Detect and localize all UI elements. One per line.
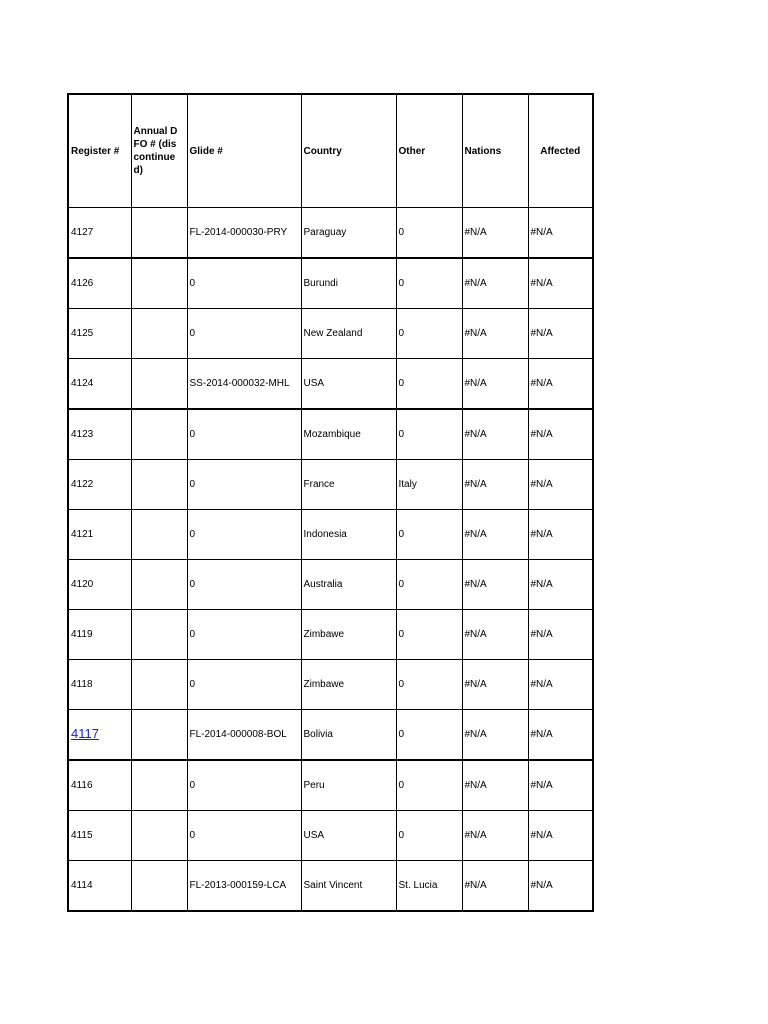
table-row — [68, 309, 593, 359]
cell-dfo — [131, 460, 187, 510]
cell-country: USA — [301, 811, 396, 861]
cell-register: 4114 — [68, 861, 131, 912]
cell-other: 0 — [396, 510, 462, 560]
header-row — [68, 94, 593, 208]
cell-affected: #N/A — [528, 409, 593, 460]
cell-affected: #N/A — [528, 510, 593, 560]
cell-register: 4126 — [68, 258, 131, 309]
header-nations: Nations — [462, 94, 528, 208]
cell-dfo — [131, 710, 187, 761]
table-row — [68, 861, 593, 912]
cell-dfo — [131, 208, 187, 259]
cell-country: Zimbawe — [301, 610, 396, 660]
cell-nations: #N/A — [462, 258, 528, 309]
cell-country: France — [301, 460, 396, 510]
cell-dfo — [131, 861, 187, 912]
cell-affected: #N/A — [528, 560, 593, 610]
register-link[interactable]: 4117 — [71, 726, 99, 741]
cell-nations: #N/A — [462, 861, 528, 912]
header-glide: Glide # — [187, 94, 301, 208]
table-row — [68, 710, 593, 761]
table-row — [68, 760, 593, 811]
cell-glide: 0 — [187, 510, 301, 560]
cell-dfo — [131, 660, 187, 710]
cell-glide: SS-2014-000032-MHL — [187, 359, 301, 410]
header-annual-dfo-label: Annual DFO # (discontinued) — [133, 126, 178, 176]
cell-other: 0 — [396, 811, 462, 861]
cell-glide: FL-2014-000008-BOL — [187, 710, 301, 761]
table-body — [68, 208, 593, 912]
table-row — [68, 258, 593, 309]
register-table — [67, 93, 594, 912]
table-row — [68, 409, 593, 460]
cell-nations: #N/A — [462, 460, 528, 510]
cell-country: Saint Vincent — [301, 861, 396, 912]
header-affected: Affected — [528, 94, 593, 208]
cell-country: Zimbawe — [301, 660, 396, 710]
cell-register: 4116 — [68, 760, 131, 811]
cell-register: 4125 — [68, 309, 131, 359]
table-row — [68, 460, 593, 510]
cell-dfo — [131, 811, 187, 861]
cell-register: 4120 — [68, 560, 131, 610]
table-row — [68, 208, 593, 259]
table-row — [68, 811, 593, 861]
cell-other: 0 — [396, 409, 462, 460]
cell-dfo — [131, 309, 187, 359]
cell-country: Burundi — [301, 258, 396, 309]
cell-glide: 0 — [187, 560, 301, 610]
cell-register: 4118 — [68, 660, 131, 710]
cell-other: 0 — [396, 359, 462, 410]
cell-affected: #N/A — [528, 710, 593, 761]
cell-nations: #N/A — [462, 660, 528, 710]
cell-nations: #N/A — [462, 760, 528, 811]
cell-dfo — [131, 409, 187, 460]
cell-glide: FL-2014-000030-PRY — [187, 208, 301, 259]
cell-nations: #N/A — [462, 208, 528, 259]
cell-glide: 0 — [187, 811, 301, 861]
cell-affected: #N/A — [528, 309, 593, 359]
cell-other: 0 — [396, 309, 462, 359]
cell-other: 0 — [396, 710, 462, 761]
cell-dfo — [131, 610, 187, 660]
cell-dfo — [131, 258, 187, 309]
cell-country: Australia — [301, 560, 396, 610]
cell-glide: 0 — [187, 760, 301, 811]
cell-country: Indonesia — [301, 510, 396, 560]
cell-glide: 0 — [187, 258, 301, 309]
cell-other: 0 — [396, 660, 462, 710]
cell-nations: #N/A — [462, 811, 528, 861]
cell-register: 4121 — [68, 510, 131, 560]
cell-affected: #N/A — [528, 861, 593, 912]
cell-nations: #N/A — [462, 560, 528, 610]
cell-affected: #N/A — [528, 811, 593, 861]
cell-glide: 0 — [187, 409, 301, 460]
header-country: Country — [301, 94, 396, 208]
cell-country: New Zealand — [301, 309, 396, 359]
cell-register: 4119 — [68, 610, 131, 660]
cell-affected: #N/A — [528, 660, 593, 710]
cell-affected: #N/A — [528, 208, 593, 259]
cell-other: 0 — [396, 258, 462, 309]
cell-register: 4115 — [68, 811, 131, 861]
cell-affected: #N/A — [528, 760, 593, 811]
header-other: Other — [396, 94, 462, 208]
cell-country: Mozambique — [301, 409, 396, 460]
cell-affected: #N/A — [528, 359, 593, 410]
cell-country: Paraguay — [301, 208, 396, 259]
table-row — [68, 660, 593, 710]
cell-dfo — [131, 760, 187, 811]
cell-glide: 0 — [187, 309, 301, 359]
cell-glide: FL-2013-000159-LCA — [187, 861, 301, 912]
cell-other: 0 — [396, 760, 462, 811]
table-row — [68, 560, 593, 610]
cell-other: Italy — [396, 460, 462, 510]
cell-nations: #N/A — [462, 510, 528, 560]
cell-country: USA — [301, 359, 396, 410]
cell-country: Peru — [301, 760, 396, 811]
cell-register: 4124 — [68, 359, 131, 410]
cell-glide: 0 — [187, 460, 301, 510]
cell-glide: 0 — [187, 660, 301, 710]
header-register: Register # — [68, 94, 131, 208]
cell-other: 0 — [396, 610, 462, 660]
cell-register: 4122 — [68, 460, 131, 510]
cell-affected: #N/A — [528, 460, 593, 510]
cell-nations: #N/A — [462, 309, 528, 359]
cell-country: Bolivia — [301, 710, 396, 761]
cell-affected: #N/A — [528, 610, 593, 660]
cell-nations: #N/A — [462, 610, 528, 660]
cell-register: 4123 — [68, 409, 131, 460]
cell-nations: #N/A — [462, 409, 528, 460]
cell-other: 0 — [396, 208, 462, 259]
table-row — [68, 510, 593, 560]
cell-glide: 0 — [187, 610, 301, 660]
cell-affected: #N/A — [528, 258, 593, 309]
cell-dfo — [131, 560, 187, 610]
cell-dfo — [131, 510, 187, 560]
cell-other: 0 — [396, 560, 462, 610]
cell-register: 4127 — [68, 208, 131, 259]
cell-other: St. Lucia — [396, 861, 462, 912]
cell-nations: #N/A — [462, 359, 528, 410]
header-annual-dfo — [131, 94, 187, 208]
cell-nations: #N/A — [462, 710, 528, 761]
cell-register — [68, 710, 131, 761]
table-row — [68, 610, 593, 660]
table-row — [68, 359, 593, 410]
cell-dfo — [131, 359, 187, 410]
